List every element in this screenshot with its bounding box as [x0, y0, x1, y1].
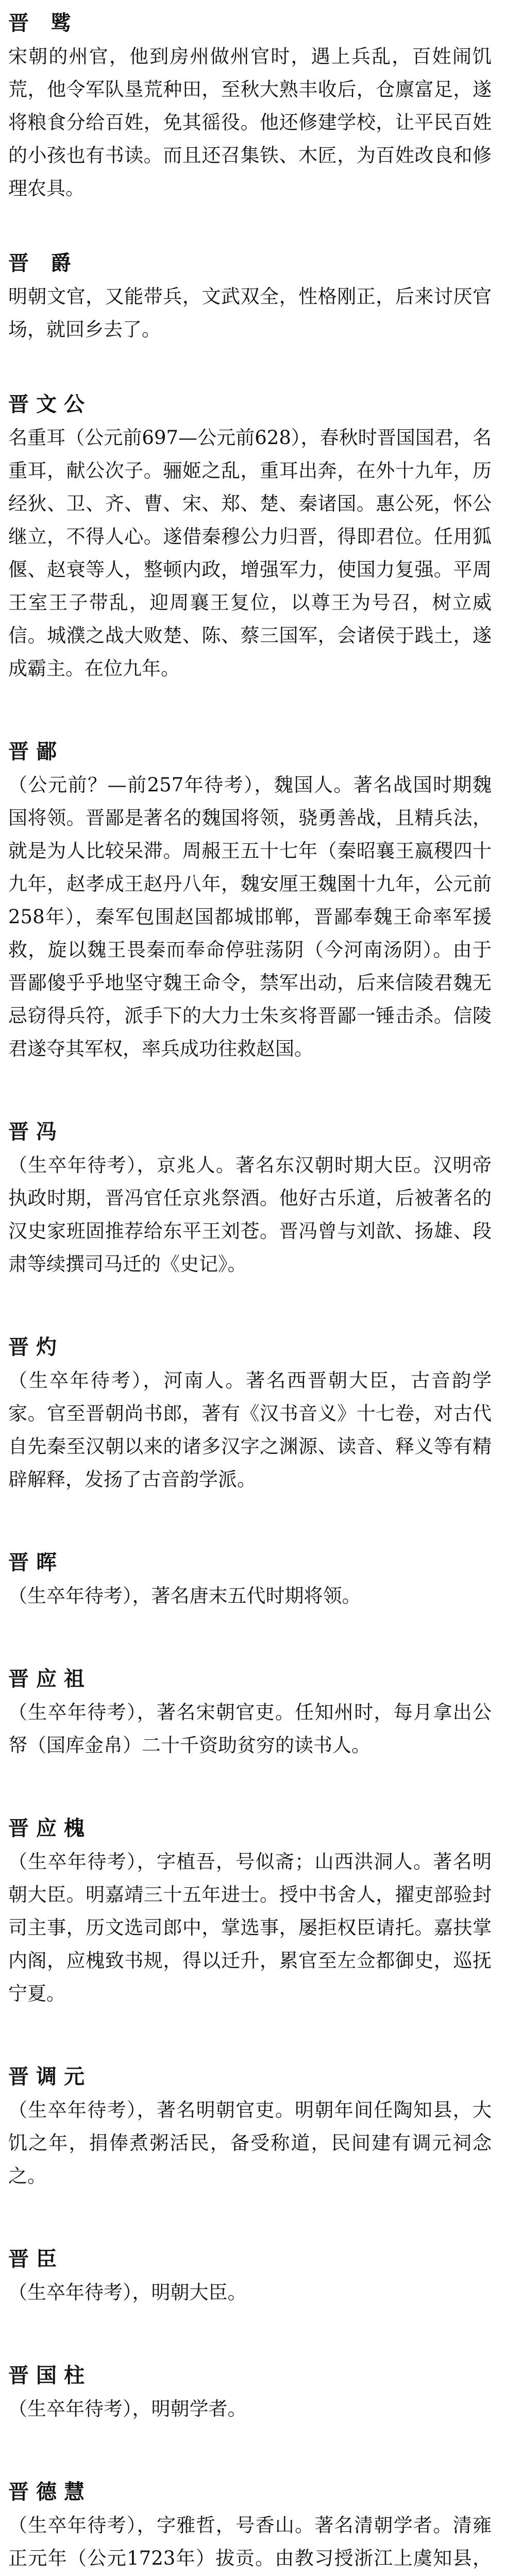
entry-name: 晋应祖: [8, 1667, 92, 1691]
entry-jin-guo-zhu: [8, 2359, 492, 2426]
entry-name: 晋晖: [8, 1550, 64, 1574]
entry-jin-zhuo: [8, 1330, 492, 1496]
entry-jin-zhi: [8, 6, 492, 205]
entry-text: （生卒年待考），明朝学者。: [8, 2398, 247, 2420]
entry-name: 晋德慧: [8, 2480, 92, 2504]
entry-name: 晋鄙: [8, 739, 64, 764]
entry-jin-jue: [8, 246, 492, 346]
entry-text: （生卒年待考），明朝大臣。: [8, 2281, 247, 2303]
entry-jin-de-hui: [8, 2475, 492, 2576]
entry-name: 晋 骘: [8, 11, 78, 35]
entry-jin-wen-gong: [8, 387, 492, 685]
entry-text: （生卒年待考），著名宋朝官吏。任知州时，每月拿出公帑（国库金帛）二十千资助贫穷的读书人。: [8, 1701, 492, 1756]
entry-jin-chen: [8, 2242, 492, 2309]
entry-name: 晋冯: [8, 1120, 64, 1144]
entry-jin-tiao-yuan: [8, 2060, 492, 2193]
entry-name: 晋调元: [8, 2064, 92, 2089]
entry-text: 宋朝的州官，他到房州做州官时，遇上兵乱，百姓闹饥荒，他令军队垦荒种田，至秋大熟丰收后，仓廪富足，遂将粮食分给百姓，免其徭役。他还修建学校，让平民百姓的小孩也有书读。而且还召集铁、木匠，为百姓改良和修理农具。: [8, 45, 492, 199]
entry-jin-bi: [8, 735, 492, 1065]
entry-name: 晋应槐: [8, 1816, 92, 1840]
entry-text: 名重耳（公元前697—公元前628），春秋时晋国国君，名重耳，献公次子。骊姬之乱，重耳出奔，在外十九年，历经狄、卫、齐、曹、宋、郑、楚、秦诸国。惠公死，怀公继立，不得人心。遂借秦穆公力归晋，得即君位。任用狐偃、赵衰等人，整顿内政，增强军力，使国力复强。平周王室王子带乱，迎周襄王复位，以尊王为号召，树立威信。城濮之战大败楚、陈、蔡三国军，会诸侯于践土，遂成霸主。在位九年。: [8, 427, 492, 680]
entry-text: （生卒年待考），字雅哲，号香山。著名清朝学者。清雍正元年（公元1723年）拔贡。由教习授浙江上虞知县，: [8, 2514, 492, 2569]
entry-text: （生卒年待考），河南人。著名西晋朝大臣，古音韵学家。官至晋朝尚书郎，著有《汉书音义》十七卷，对古代自先秦至汉朝以来的诸多汉字之渊源、读音、释义等有精辟解释，发扬了古音韵学派。: [8, 1369, 492, 1490]
entry-text: 明朝文官，又能带兵，文武双全，性格刚正，后来讨厌官场，就回乡去了。: [8, 285, 492, 341]
entry-text: （生卒年待考），字植吾，号似斋；山西洪洞人。著名明朝大臣。明嘉靖三十五年进士。授中书舍人，擢吏部验封司主事，历文选司郎中，掌选事，屡拒权臣请托。嘉扶掌内阁，应槐致书规，得以迁升，累官至左佥都御史，巡抚宁夏。: [8, 1851, 492, 2005]
entry-text: （生卒年待考），著名唐末五代时期将领。: [8, 1585, 361, 1607]
entry-jin-ying-zu: [8, 1662, 492, 1762]
entry-jin-hui: [8, 1546, 492, 1613]
entry-name: 晋国柱: [8, 2363, 92, 2387]
entry-text: （公元前？—前257年待考），魏国人。著名战国时期魏国将领。晋鄙是著名的魏国将领，骁勇善战，且精兵法，就是为人比较呆滞。周赧王五十七年（秦昭襄王嬴稷四十九年，赵孝成王赵丹八年，魏安厘王魏圉十九年，公元前258年），秦军包围赵国都城邯郸，晋鄙奉魏王命率军援救，旋以魏王畏秦而奉命停驻荡阴（今河南汤阴）。由于晋鄙傻乎乎地坚守魏王命令，禁军出动，后来信陵君魏无忌窃得兵符，派手下的大力士朱亥将晋鄙一锤击杀。信陵君遂夺其军权，率兵成功往救赵国。: [8, 774, 492, 1060]
entry-name: 晋文公: [8, 392, 92, 416]
entry-text: （生卒年待考），京兆人。著名东汉朝时期大臣。汉明帝执政时期，晋冯官任京兆祭酒。他好古乐道，后被著名的汉史家班固推荐给东平王刘苍。晋冯曾与刘歆、扬雄、段肃等续撰司马迁的《史记》。: [8, 1154, 492, 1275]
entry-jin-feng: [8, 1115, 492, 1281]
entry-name: 晋臣: [8, 2247, 64, 2271]
entry-jin-ying-huai: [8, 1811, 492, 2010]
entry-name: 晋灼: [8, 1335, 64, 1359]
entry-name: 晋 爵: [8, 251, 78, 275]
entry-text: （生卒年待考），著名明朝官吏。明朝年间任陶知县，大饥之年，捐俸煮粥活民，备受称道，民间建有调元祠念之。: [8, 2099, 492, 2187]
